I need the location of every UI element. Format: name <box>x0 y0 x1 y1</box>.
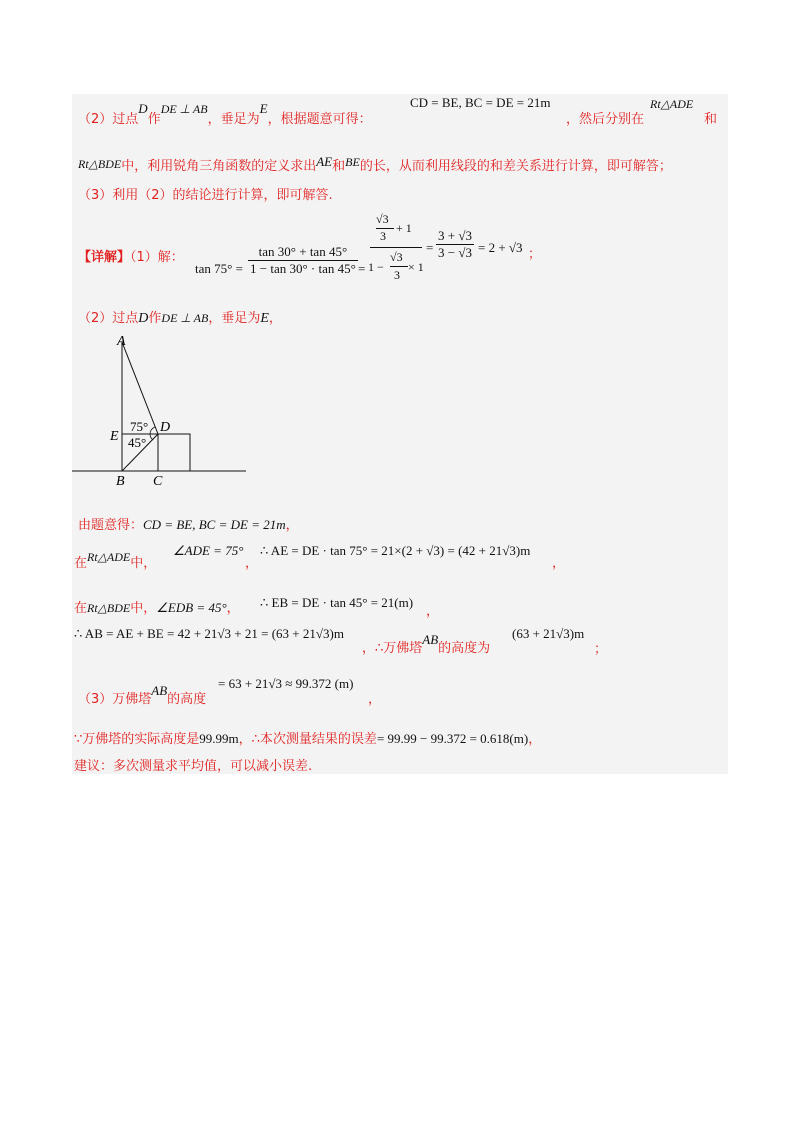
geometry-figure <box>70 330 250 490</box>
error-calculation: = 99.99 − 99.372 = 0.618(m) <box>376 731 529 746</box>
fraction-1-numerator: tan 30° + tan 45° <box>248 244 358 261</box>
label-c: C <box>153 474 163 489</box>
real-height-line <box>74 728 541 747</box>
hint-text: ，根据题意可得： <box>267 112 372 127</box>
solution-heading <box>78 246 184 265</box>
triangle-bde: Rt△BDE <box>78 157 122 171</box>
comma: ， <box>552 556 566 571</box>
comma: ， <box>245 556 259 571</box>
segment-ab-label: AB <box>422 632 439 647</box>
comma: ， <box>368 692 382 707</box>
label-d: D <box>160 420 171 435</box>
triangle-ade: Rt△ADE <box>650 97 694 111</box>
point-d: D <box>138 101 148 116</box>
real-height-value: 99.99m <box>199 731 239 746</box>
segment-be: BE <box>345 155 360 169</box>
part3-text: 的高度 <box>167 692 207 707</box>
hint-text: 和 <box>332 159 346 174</box>
comma: ， <box>426 604 440 619</box>
fraction-3-numerator: 3 + √3 <box>438 228 472 243</box>
part2-text: 作 <box>148 311 162 326</box>
ae-calculation: ∴ AE = DE · tan 75° = 21×(2 + √3) = (42 + 21√3)m <box>260 543 531 558</box>
label-e: E <box>110 429 119 444</box>
bde-line <box>74 597 240 616</box>
segment-ab-label: AB <box>151 683 168 698</box>
hint-line-2 <box>78 155 672 174</box>
ade-text: 在 <box>74 556 88 571</box>
result: = 2 + √3 <box>478 240 523 255</box>
sqrt3-b: √3 <box>390 250 403 264</box>
given-equation: CD = BE, BC = DE = 21m <box>143 517 286 532</box>
point-d: D <box>138 311 149 326</box>
hint-text: 中，利用锐角三角函数的定义求出 <box>121 159 317 174</box>
fraction-3-denominator: 3 − √3 <box>438 245 472 260</box>
building-cd <box>158 434 190 471</box>
angle-ade: ∠ADE = 75° <box>173 543 244 558</box>
angle-45-label: 45° <box>128 435 147 450</box>
three-b: 3 <box>394 268 400 282</box>
bde-text: 在 <box>74 601 88 616</box>
bde-text: ， <box>226 601 240 616</box>
plus-one: + 1 <box>396 221 412 235</box>
triangle-bde: Rt△BDE <box>87 601 131 615</box>
triangle-ade: Rt△ADE <box>87 550 131 564</box>
eb-calculation: ∴ EB = DE · tan 45° = 21(m) <box>260 595 414 610</box>
three-a: 3 <box>380 229 386 243</box>
equals: = <box>358 261 366 276</box>
semicolon: ； <box>528 247 542 262</box>
ab-calculation: ∴ AB = AE + BE = 42 + 21√3 + 21 = (63 + 21√3)m <box>74 626 344 641</box>
given-text: 由题意得： <box>78 518 144 533</box>
nested-fraction <box>368 212 428 288</box>
detail-label: 【详解】 <box>78 250 131 265</box>
fraction-1-denominator: 1 − tan 30° · tan 45° <box>250 261 356 276</box>
label-a: A <box>117 334 126 349</box>
given-equation: CD = BE, BC = DE = 21m <box>410 95 551 110</box>
part2-text: ， <box>268 311 282 326</box>
real-text: ，∴本次测量结果的误差 <box>238 732 377 747</box>
real-text: ∵万佛塔的实际高度是 <box>74 732 200 747</box>
semicolon: ； <box>594 642 608 657</box>
main-frac-bar <box>370 247 422 248</box>
hint-text: 作 <box>147 112 161 127</box>
given-text: ， <box>285 518 299 533</box>
real-text: ， <box>528 732 542 747</box>
equals: = <box>426 240 434 255</box>
tan75-label: tan 75° = <box>195 261 243 276</box>
sqrt3-a: √3 <box>376 212 389 226</box>
perpendicular-expr: DE ⊥ AB <box>161 311 209 325</box>
point-e: E <box>260 311 269 326</box>
point-e: E <box>259 101 268 116</box>
part3-text: （3）万佛塔 <box>78 692 152 707</box>
bde-text: 中， <box>130 601 157 616</box>
hint-text: 和 <box>704 112 718 127</box>
ab-text: 的高度为 <box>438 641 491 656</box>
hint-text: ，垂足为 <box>207 112 260 127</box>
part1-label: （1）解： <box>130 250 184 265</box>
part2-line <box>78 307 282 327</box>
angle-arc-75 <box>150 427 155 434</box>
ab-conclusion <box>362 632 491 656</box>
height-value: = 63 + 21√3 ≈ 99.372 (m) <box>218 676 354 691</box>
part2-text: （2）过点 <box>78 311 139 326</box>
ab-text: ，∴万佛塔 <box>362 641 423 656</box>
ab-value: (63 + 21√3)m <box>512 626 585 641</box>
advice-line: 建议：多次测量求平均值，可以减小误差. <box>74 759 313 774</box>
perpendicular-expr: DE ⊥ AB <box>160 102 208 116</box>
frac-bar <box>390 266 408 267</box>
ade-line <box>74 552 156 571</box>
fraction-3 <box>436 228 474 261</box>
hint-line-1 <box>78 101 372 127</box>
angle-edb: ∠EDB = 45° <box>156 600 227 615</box>
part3-line <box>78 683 207 707</box>
given-line <box>78 514 299 533</box>
ade-text: 中， <box>130 556 157 571</box>
angle-75-label: 75° <box>130 419 149 434</box>
hint-line-3: （3）利用（2）的结论进行计算，即可解答. <box>78 188 333 203</box>
label-b: B <box>116 474 125 489</box>
one-minus: 1 − <box>368 260 384 274</box>
hint-text: ，然后分别在 <box>566 112 645 127</box>
hint-text: 的长，从而利用线段的和差关系进行计算，即可解答； <box>359 159 672 174</box>
times-one: × 1 <box>408 260 424 274</box>
part2-text: ，垂足为 <box>208 311 261 326</box>
segment-ae: AE <box>316 154 333 169</box>
hint-text: （2）过点 <box>78 112 139 127</box>
angle-arc-45 <box>150 434 153 440</box>
fraction-1 <box>248 244 358 277</box>
